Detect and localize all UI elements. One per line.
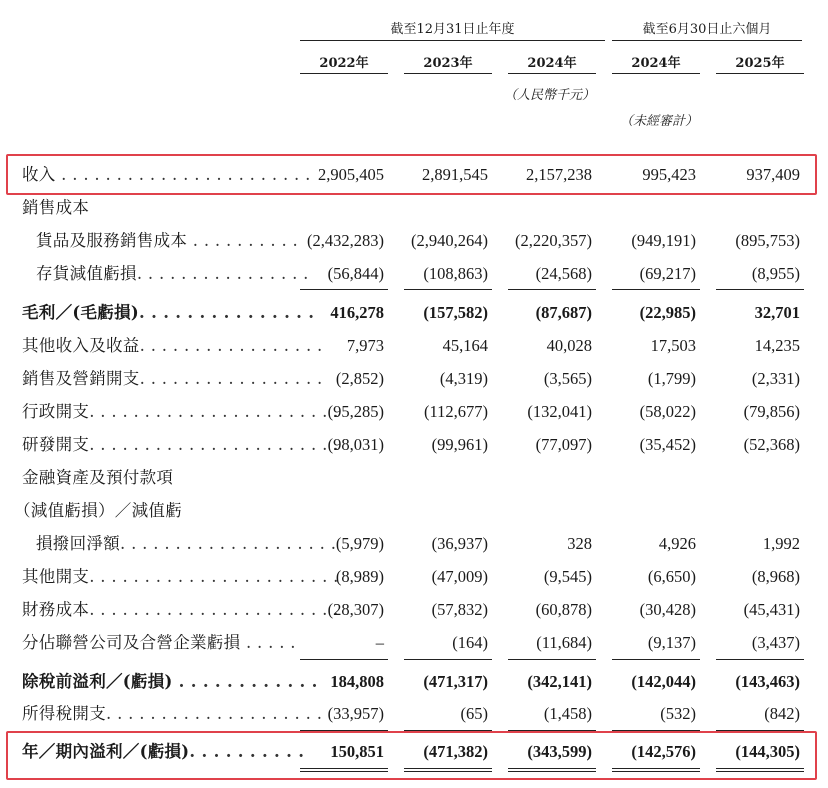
value-2024: (132,041)	[527, 402, 592, 421]
value-2024-h1: (30,428)	[639, 600, 696, 619]
value-2025-h1: (2,331)	[751, 369, 800, 388]
value-2024: (1,458)	[543, 704, 592, 723]
value-2024-h1: 17,503	[650, 336, 696, 355]
table-row	[0, 529, 828, 559]
table-row	[0, 226, 828, 256]
value-2024: (87,687)	[535, 303, 592, 322]
subtotal-line	[716, 289, 804, 290]
value-2024: (2,220,357)	[515, 231, 592, 250]
value-2025-h1: 1,992	[762, 534, 800, 553]
value-2024: (60,878)	[535, 600, 592, 619]
value-2024-h1: (22,985)	[639, 303, 696, 322]
year-header-2024: 2024年	[527, 56, 577, 71]
table-row	[0, 562, 828, 592]
row-label: 毛利／(毛虧損). . . . . . . . . . . . . . .	[22, 303, 315, 322]
year-underline	[716, 73, 804, 74]
value-2023: (471,382)	[423, 742, 488, 761]
row-label: 除稅前溢利／(虧損) . . . . . . . . . . . .	[22, 672, 318, 691]
subtotal-line	[300, 659, 388, 660]
value-2024: (11,684)	[536, 633, 592, 652]
table-row	[0, 463, 828, 493]
unaudited-note: （未經審計）	[620, 114, 699, 129]
year-header-2025-h1: 2025年	[735, 56, 785, 71]
group-underline	[612, 40, 802, 41]
value-2024: (342,141)	[527, 672, 592, 691]
value-2024-h1: (9,137)	[647, 633, 696, 652]
value-2023: 2,891,545	[422, 165, 488, 184]
year-header-2023: 2023年	[423, 56, 473, 71]
row-label: 研發開支. . . . . . . . . . . . . . . . . . . . . . .	[22, 435, 339, 454]
row-label: 銷售成本	[22, 198, 90, 217]
year-underline	[404, 73, 492, 74]
value-2022: (8,989)	[335, 567, 384, 586]
value-2025-h1: 14,235	[754, 336, 800, 355]
row-label: 其他開支. . . . . . . . . . . . . . . . . . . . . . .	[22, 567, 339, 586]
value-2022: (98,031)	[327, 435, 384, 454]
value-2022: 416,278	[330, 303, 384, 322]
highlight-box-net-result	[6, 731, 817, 780]
highlight-box-revenue	[6, 154, 817, 195]
value-2024-h1: 4,926	[658, 534, 696, 553]
value-2022: (2,432,283)	[307, 231, 384, 250]
table-row	[0, 496, 828, 526]
value-2025-h1: (52,368)	[743, 435, 800, 454]
table-row	[0, 364, 828, 394]
subtotal-line	[612, 659, 700, 660]
row-label: 所得稅開支. . . . . . . . . . . . . . . . . . . .	[22, 704, 323, 723]
value-2023: (99,961)	[431, 435, 488, 454]
value-2022: (33,957)	[327, 704, 384, 723]
value-2023: (65)	[460, 704, 488, 723]
value-2023: (112,677)	[423, 402, 488, 421]
value-2024: 2,157,238	[526, 165, 592, 184]
table-row	[0, 331, 828, 361]
row-label: 分佔聯營公司及合營企業虧損 . . . . .	[22, 633, 296, 652]
value-2022: 150,851	[330, 742, 384, 761]
row-label: 金融資產及預付款項	[22, 468, 174, 487]
value-2022: (56,844)	[327, 264, 384, 283]
value-2025-h1: (79,856)	[743, 402, 800, 421]
value-2024-h1: (35,452)	[639, 435, 696, 454]
year-underline	[508, 73, 596, 74]
table-row	[0, 397, 828, 427]
row-label: 收入 . . . . . . . . . . . . . . . . . . . . . . .	[22, 165, 311, 184]
value-2023: (47,009)	[431, 567, 488, 586]
value-2025-h1: (143,463)	[735, 672, 800, 691]
subtotal-line	[404, 289, 492, 290]
row-label: 貨品及服務銷售成本 . . . . . . . . . .	[36, 231, 299, 250]
value-2024: (3,565)	[543, 369, 592, 388]
value-2024-h1: (142,576)	[631, 742, 696, 761]
value-2022: –	[375, 633, 384, 652]
year-underline	[300, 73, 388, 74]
value-2022: (2,852)	[335, 369, 384, 388]
value-2025-h1: 937,409	[746, 165, 800, 184]
subtotal-line	[508, 659, 596, 660]
table-row	[0, 193, 828, 223]
value-2024-h1: (6,650)	[647, 567, 696, 586]
value-2025-h1: (45,431)	[743, 600, 800, 619]
value-2024: (343,599)	[527, 742, 592, 761]
subtotal-line	[716, 659, 804, 660]
table-row	[0, 667, 828, 697]
period-group-six-months: 截至6月30日止六個月	[642, 22, 772, 37]
table-row	[0, 430, 828, 460]
value-2024-h1: (58,022)	[639, 402, 696, 421]
row-label: 其他收入及收益. . . . . . . . . . . . . . . . .	[22, 336, 323, 355]
value-2022: 7,973	[346, 336, 384, 355]
row-label: 行政開支. . . . . . . . . . . . . . . . . . . . . . .	[22, 402, 339, 421]
year-header-2022: 2022年	[319, 56, 369, 71]
value-2025-h1: (8,968)	[751, 567, 800, 586]
group-underline	[300, 40, 605, 41]
value-2023: (36,937)	[431, 534, 488, 553]
value-2022: (5,979)	[335, 534, 384, 553]
value-2024: 328	[567, 534, 592, 553]
table-row	[0, 298, 828, 328]
value-2023: 45,164	[442, 336, 488, 355]
value-2024: (77,097)	[535, 435, 592, 454]
table-row	[0, 259, 828, 289]
table-row	[0, 595, 828, 625]
value-2022: 2,905,405	[318, 165, 384, 184]
value-2024-h1: (532)	[660, 704, 696, 723]
table-row	[0, 699, 828, 729]
period-group-year-end: 截至12月31日止年度	[390, 22, 515, 37]
year-header-2024-h1: 2024年	[631, 56, 681, 71]
value-2023: (471,317)	[423, 672, 488, 691]
value-2024: 40,028	[546, 336, 592, 355]
value-2023: (57,832)	[431, 600, 488, 619]
value-2025-h1: (842)	[764, 704, 800, 723]
value-2024: (9,545)	[543, 567, 592, 586]
value-2022: (95,285)	[327, 402, 384, 421]
subtotal-line	[404, 659, 492, 660]
value-2023: (157,582)	[423, 303, 488, 322]
value-2024-h1: (69,217)	[639, 264, 696, 283]
value-2025-h1: 32,701	[754, 303, 800, 322]
value-2022: 184,808	[330, 672, 384, 691]
value-2023: (4,319)	[439, 369, 488, 388]
value-2025-h1: (144,305)	[735, 742, 800, 761]
row-label: 年／期內溢利／(虧損). . . . . . . . . .	[22, 742, 305, 761]
value-2025-h1: (8,955)	[751, 264, 800, 283]
subtotal-line	[612, 289, 700, 290]
value-2024-h1: (1,799)	[647, 369, 696, 388]
row-label: 損撥回淨額. . . . . . . . . . . . . . . . . . . .	[36, 534, 337, 553]
value-2023: (108,863)	[423, 264, 488, 283]
value-2023: (2,940,264)	[411, 231, 488, 250]
value-2024-h1: (949,191)	[631, 231, 696, 250]
row-label: 存貨減值虧損. . . . . . . . . . . . . . . .	[36, 264, 309, 283]
year-underline	[612, 73, 700, 74]
currency-unit-note: （人民幣千元）	[504, 88, 596, 103]
value-2024-h1: (142,044)	[631, 672, 696, 691]
subtotal-line	[508, 289, 596, 290]
value-2023: (164)	[452, 633, 488, 652]
value-2022: (28,307)	[327, 600, 384, 619]
subtotal-line	[300, 289, 388, 290]
row-label: 銷售及營銷開支. . . . . . . . . . . . . . . . .	[22, 369, 323, 388]
value-2024-h1: 995,423	[642, 165, 696, 184]
row-label: （減值虧損）／減值虧	[14, 501, 182, 520]
table-row	[0, 628, 828, 658]
value-2025-h1: (3,437)	[751, 633, 800, 652]
value-2025-h1: (895,753)	[735, 231, 800, 250]
value-2024: (24,568)	[535, 264, 592, 283]
row-label: 財務成本. . . . . . . . . . . . . . . . . . . . . . .	[22, 600, 339, 619]
